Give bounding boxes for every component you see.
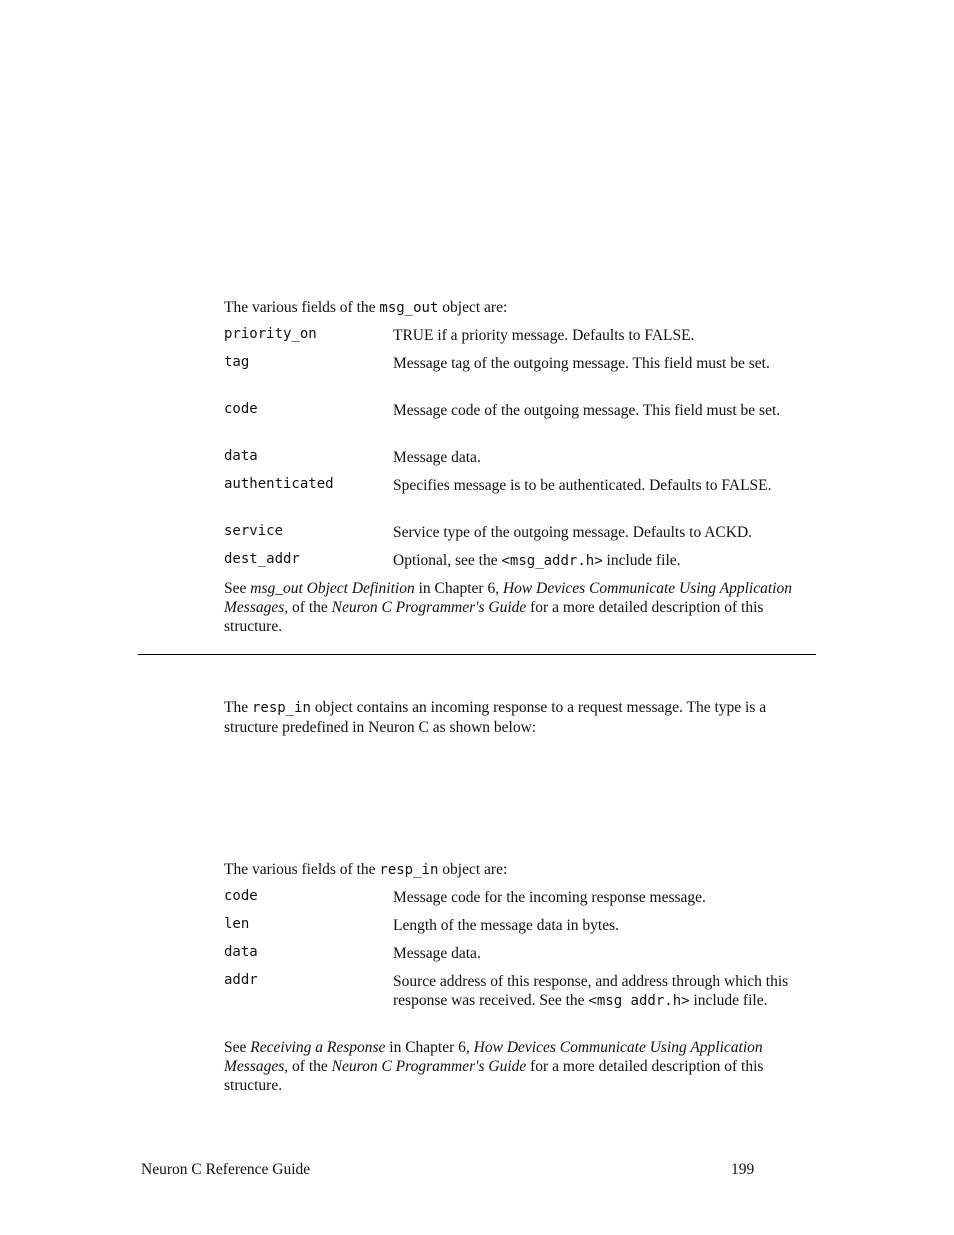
field-description [393,551,816,571]
field-description: Message tag of the outgoing message. This field must be set. [393,355,770,372]
field-description [393,972,816,1011]
intro-text: object contains an incoming response to a request message. The type is a structure predefined in Neuron C as shown below: [224,699,767,736]
object-name: resp_in [251,700,311,716]
field-description: Specifies message is to be authenticated. Defaults to FALSE. [393,477,772,494]
see-text: in Chapter 6, [414,580,503,597]
field-name: len [224,916,250,932]
field-name: data [224,944,258,960]
resp-in-see-also [224,1038,816,1095]
field-name: addr [224,972,258,988]
field-description: Message data. [393,449,481,466]
section-reference: msg_out Object Definition [250,580,415,597]
see-text: for a more detailed description of this structure. [224,1058,764,1094]
field-name: tag [224,354,250,370]
object-name: resp_in [379,862,439,878]
chapter-reference: How Devices Communicate Using Application Messages, [224,1039,763,1075]
field-description: Message code of the outgoing message. This field must be set. [393,402,781,419]
resp-in-intro [224,698,816,737]
field-name: data [224,448,258,464]
page-number: 199 [731,1161,755,1178]
field-name: authenticated [224,476,334,492]
field-row-authenticated [224,476,816,516]
section-reference: Receiving a Response [250,1039,386,1056]
field-name: code [224,888,258,904]
field-description: Service type of the outgoing message. Defaults to ACKD. [393,524,753,541]
include-file-name: <msg_addr.h> [501,553,603,569]
desc-text: include file. [602,552,681,569]
footer-title: Neuron C Reference Guide [141,1161,311,1178]
see-text: See [224,580,251,597]
intro-text: object are: [438,299,508,316]
field-row-code [224,401,816,441]
field-description: Message code for the incoming response message. [393,889,706,906]
intro-text: object are: [438,861,508,878]
desc-text: Optional, see the [393,552,502,569]
guide-reference: Neuron C Programmer's Guide [331,599,527,616]
see-text: of the [288,599,332,616]
field-description: Message data. [393,945,481,962]
desc-text: Source address of this response, and address through which this response was received. See the [393,973,789,1009]
see-text: for a more detailed description of this structure. [224,599,764,635]
resp-in-fields-intro [224,860,816,880]
section-divider [138,654,816,655]
field-name: service [224,523,284,539]
intro-text: The various fields of the [224,299,380,316]
field-row-tag [224,354,816,394]
object-name: msg_out [379,300,439,316]
msg-out-fields-intro [224,298,816,318]
intro-text: The various fields of the [224,861,380,878]
see-text: of the [288,1058,332,1075]
field-description: Length of the message data in bytes. [393,917,619,934]
see-text: in Chapter 6, [385,1039,474,1056]
chapter-reference: How Devices Communicate Using Application Messages, [224,580,792,616]
field-name: code [224,401,258,417]
include-file-name: <msg addr.h> [588,993,690,1009]
field-row-addr [224,972,816,1032]
msg-out-see-also [224,579,816,636]
intro-text: The [224,699,252,716]
field-name: dest_addr [224,551,300,567]
field-description: TRUE if a priority message. Defaults to FALSE. [393,327,695,344]
guide-reference: Neuron C Programmer's Guide [331,1058,527,1075]
field-name: priority_on [224,326,317,342]
see-text: See [224,1039,251,1056]
desc-text: include file. [689,992,768,1009]
